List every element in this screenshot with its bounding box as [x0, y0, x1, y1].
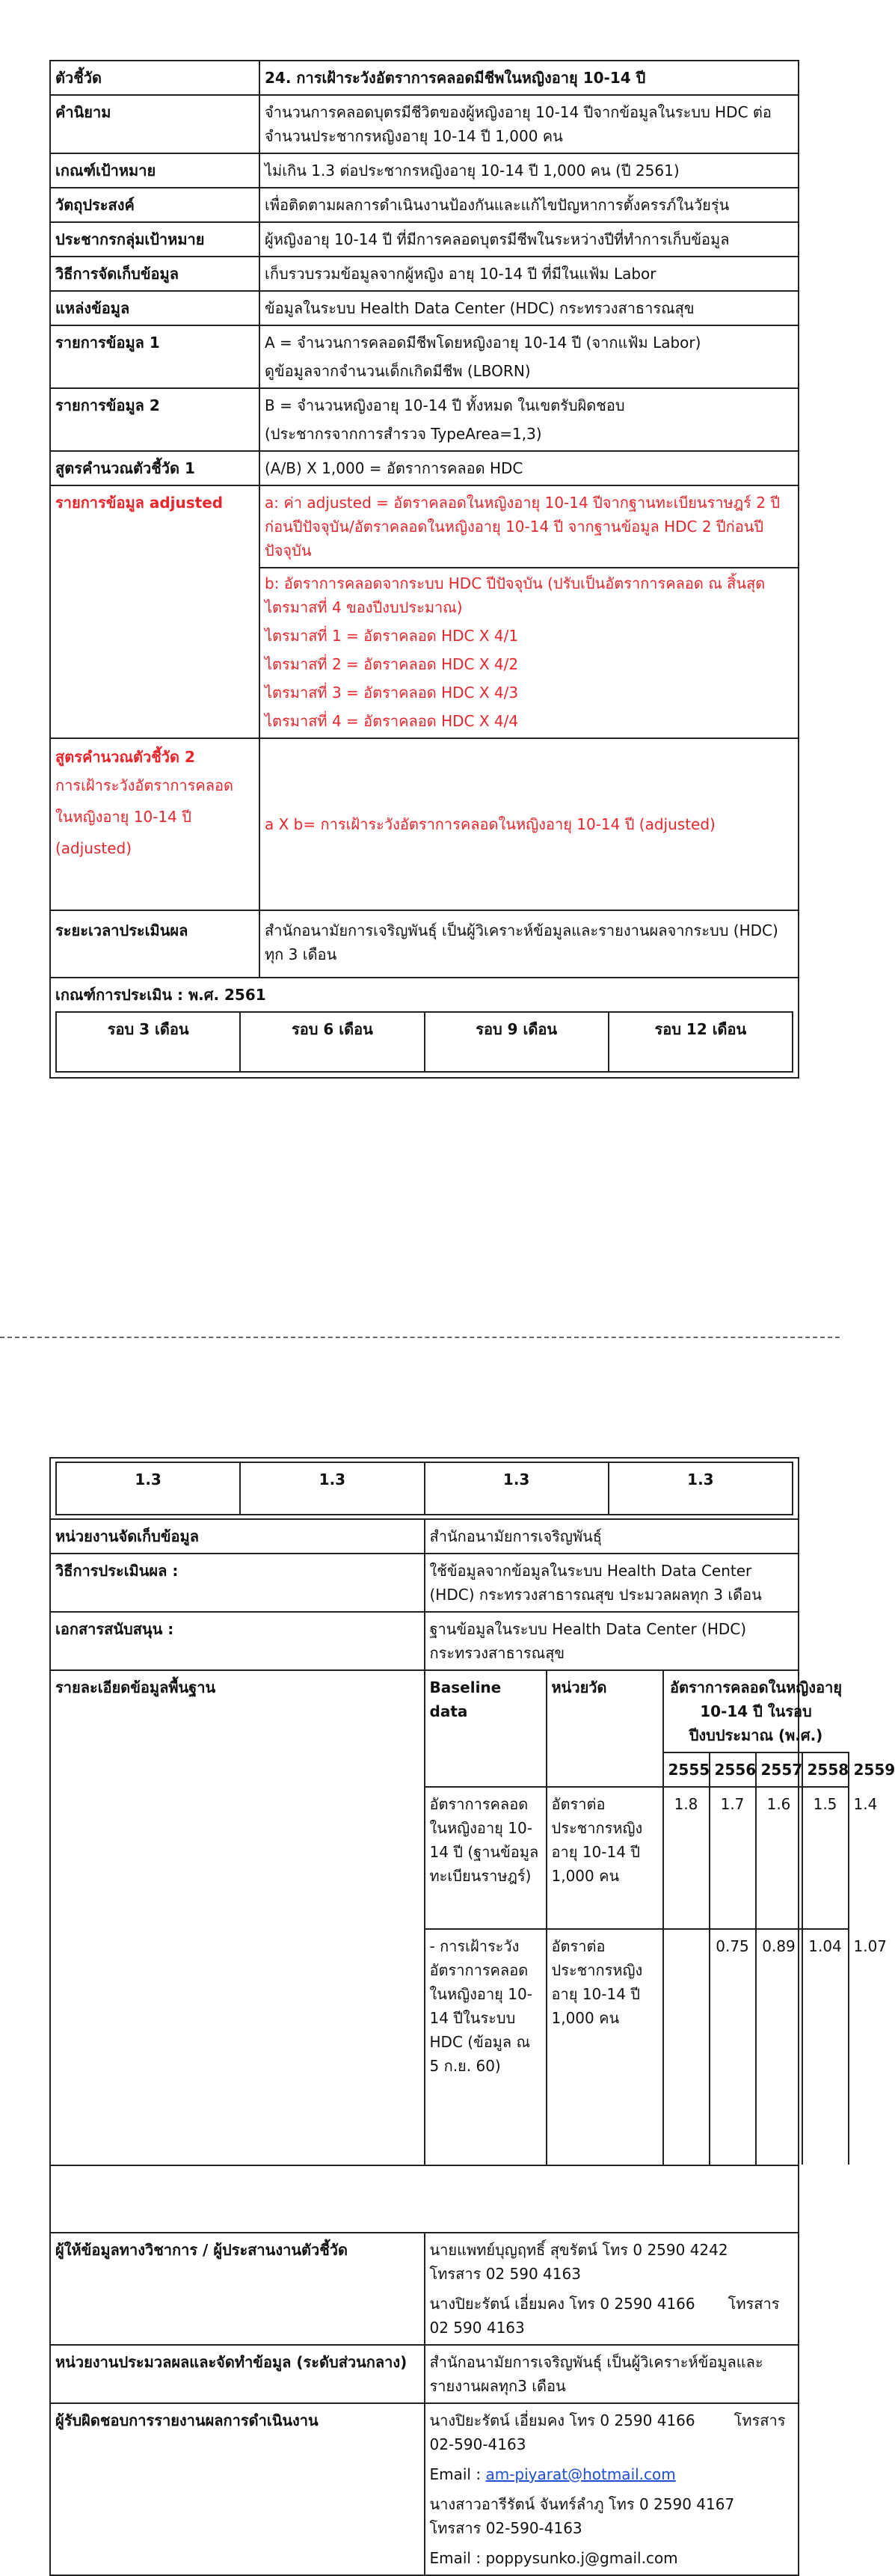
info-value-line: A = จำนวนการคลอดมีชีพโดยหญิงอายุ 10-14 ปี (จากแฟ้ม Labor) [265, 334, 701, 352]
info-row [50, 1554, 799, 1612]
info-value-line: สำนักอนามัยการเจริญพันธุ์ [429, 1527, 603, 1545]
criteria-title: เกณฑ์การประเมิน : พ.ศ. 2561 [55, 986, 266, 1004]
period-value: สำนักอนามัยการเจริญพันธุ์ เป็นผู้วิเคราะห์ข้อมูลและรายงานผลจากระบบ (HDC) ทุก 3 เดือน [259, 910, 799, 978]
criteria-row [50, 978, 799, 1078]
info-value-line: ไม่เกิน 1.3 ต่อประชากรหญิงอายุ 10-14 ปี 1,000 คน (ปี 2561) [265, 162, 680, 180]
info-row [50, 451, 799, 485]
baseline-value [663, 1929, 710, 2165]
page-2 [49, 1457, 895, 2576]
info-row [50, 388, 799, 451]
eval-row [50, 2345, 799, 2403]
info-row [50, 291, 799, 325]
info-key: รายการข้อมูล 2 [50, 388, 259, 451]
period-key: ระยะเวลาประเมินผล [50, 910, 259, 978]
report-email-line: Email : poppysunko.j@gmail.com [429, 2549, 678, 2567]
info-row [50, 95, 799, 153]
contact-line [430, 2238, 794, 2286]
round-value: 1.3 [425, 1462, 609, 1515]
info-key: ตัวชี้วัด [50, 61, 259, 95]
report-email-label: Email : [429, 2465, 486, 2483]
info-value [259, 188, 799, 222]
info-value-line: ฐานข้อมูลในระบบ Health Data Center (HDC) กระทรวงสาธารณสุข [429, 1620, 747, 1662]
info-value [259, 325, 799, 388]
info-key: แหล่งข้อมูล [50, 291, 259, 325]
adjusted-b-line: ไตรมาสที่ 1 = อัตราคลอด HDC X 4/1 [265, 627, 519, 645]
adjusted-b-line: ไตรมาสที่ 2 = อัตราคลอด HDC X 4/2 [265, 655, 519, 673]
report-contact-name: นางสาวอารีรัตน์ จันทร์ลำภู โทร 0 2590 4167 [429, 2495, 735, 2513]
round-value: 1.3 [240, 1462, 424, 1515]
contact-line [430, 2292, 794, 2340]
year-2555: 2555 [663, 1752, 710, 1787]
baseline-value: 1.7 [710, 1787, 756, 1929]
formula2-sub: (adjusted) [55, 839, 132, 857]
round-values-cell [50, 1458, 799, 1519]
round-values-row [50, 1458, 799, 1519]
report-contact-line [430, 2492, 794, 2540]
report-key: ผู้รับผิดชอบการรายงานผลการดำเนินงาน [50, 2403, 425, 2575]
info-value-line: ข้อมูลในระบบ Health Data Center (HDC) กระทรวงสาธารณสุข [265, 299, 695, 317]
info-row [50, 188, 799, 222]
formula2-key [50, 738, 259, 910]
report-contact-fax: โทรสาร 02-590-4163 [429, 2519, 582, 2537]
baseline-row-label: อัตราการคลอดในหญิงอายุ 10-14 ปี (ฐานข้อมูลทะเบียนราษฎร์) [425, 1787, 547, 1929]
criteria-cell [50, 978, 799, 1078]
info-key: วัตถุประสงค์ [50, 188, 259, 222]
formula2-value: a X b= การเฝ้าระวังอัตราการคลอดในหญิงอายุ 10-14 ปี (adjusted) [259, 738, 799, 910]
adjusted-key: รายการข้อมูล adjusted [50, 485, 259, 738]
info-value-line: เก็บรวบรวมข้อมูลจากผู้หญิง อายุ 10-14 ปี ที่มีในแฟ้ม Labor [265, 265, 656, 283]
info-value [259, 388, 799, 451]
baseline-value: 0.75 [710, 1929, 756, 2165]
info-key: ประชากรกลุ่มเป้าหมาย [50, 222, 259, 257]
contact-name: นางปิยะรัตน์ เอี่ยมคง โทร 0 2590 4166 [429, 2295, 695, 2313]
info-value [259, 95, 799, 153]
info-row [50, 1612, 799, 1670]
baseline-header-rate: อัตราการคลอดในหญิงอายุ 10-14 ปี ในรอบปีงบประมาณ (พ.ศ.) [663, 1671, 849, 1752]
contact-fax: โทรสาร 02 590 4163 [429, 2265, 581, 2283]
formula2-row [50, 738, 799, 910]
info-value [259, 153, 799, 188]
adjusted-b-line: ไตรมาสที่ 4 = อัตราคลอด HDC X 4/4 [265, 712, 519, 730]
info-value [259, 257, 799, 291]
info-value-line: ผู้หญิงอายุ 10-14 ปี ที่มีการคลอดบุตรมีชีพในระหว่างปีที่ทำการเก็บข้อมูล [265, 230, 730, 248]
eval-key: หน่วยงานประมวลผลและจัดทำข้อมูล (ระดับส่วนกลาง) [50, 2345, 425, 2403]
report-contact-fax: โทรสาร 02-590-4163 [429, 2411, 786, 2453]
baseline-row-unit: อัตราต่อประชากรหญิงอายุ 10-14 ปี 1,000 คน [547, 1787, 663, 1929]
info-value-line: (ประชากรจากการสำรวจ TypeArea=1,3) [265, 425, 542, 443]
baseline-row-label: - การเฝ้าระวังอัตราการคลอดในหญิงอายุ 10-14 ปีในระบบ HDC (ข้อมูล ณ 5 ก.ย. 60) [425, 1929, 547, 2165]
year-2558: 2558 [802, 1752, 849, 1787]
info-value-line: ใช้ข้อมูลจากข้อมูลในระบบ Health Data Center (HDC) กระทรวงสาธารณสุข ประมวลผลทุก 3 เดือน [429, 1562, 762, 1604]
year-2557: 2557 [756, 1752, 802, 1787]
round-value: 1.3 [56, 1462, 240, 1515]
info-value [425, 1612, 799, 1670]
info-row [50, 153, 799, 188]
empty-cell [50, 2165, 799, 2233]
info-key: วิธีการประเมินผล : [50, 1554, 425, 1612]
info-value [259, 291, 799, 325]
report-value [425, 2403, 799, 2575]
info-key: หน่วยงานจัดเก็บข้อมูล [50, 1519, 425, 1554]
adjusted-a: a: ค่า adjusted = อัตราคลอดในหญิงอายุ 10-14 ปีจากฐานทะเบียนราษฎร์ 2 ปีก่อนปีปัจจุบัน/อัตราคลอดในหญิงอายุ 10-14 ปี จากฐานข้อมูล HDC 2 ปีก่อนปีปัจจุบัน [259, 485, 799, 568]
contact-fax: โทรสาร 02 590 4163 [429, 2295, 780, 2337]
page-break-divider [0, 1337, 840, 1338]
baseline-value: 1.6 [756, 1787, 802, 1929]
info-value-line: (A/B) X 1,000 = อัตราการคลอด HDC [265, 459, 523, 477]
academic-row [50, 2233, 799, 2345]
baseline-value: 1.04 [802, 1929, 849, 2165]
info-value-line: เพื่อติดตามผลการดำเนินงานป้องกันและแก้ไขปัญหาการตั้งครรภ์ในวัยรุ่น [265, 196, 730, 214]
contact-name: นายแพทย์บุญฤทธิ์ สุขรัตน์ โทร 0 2590 4242 [429, 2241, 728, 2259]
info-key: เกณฑ์เป้าหมาย [50, 153, 259, 188]
report-contact-name: นางปิยะรัตน์ เอี่ยมคง โทร 0 2590 4166 [429, 2411, 695, 2429]
info-key: รายการข้อมูล 1 [50, 325, 259, 388]
period-row [50, 910, 799, 978]
round-12-months: รอบ 12 เดือน [609, 1012, 793, 1072]
rounds-table [55, 1011, 793, 1073]
eval-value: สำนักอนามัยการเจริญพันธุ์ เป็นผู้วิเคราะห์ข้อมูลและรายงานผลทุก3 เดือน [425, 2345, 799, 2403]
baseline-row [50, 1670, 799, 2165]
round-values-table [55, 1462, 793, 1515]
baseline-header-data: Baseline data [425, 1671, 547, 1787]
empty-row [50, 2165, 799, 2233]
info-value [425, 1519, 799, 1554]
baseline-key: รายละเอียดข้อมูลพื้นฐาน [50, 1670, 425, 2165]
formula2-sub: ในหญิงอายุ 10-14 ปี [55, 808, 191, 826]
round-9-months: รอบ 9 เดือน [425, 1012, 609, 1072]
info-key: วิธีการจัดเก็บข้อมูล [50, 257, 259, 291]
info-row [50, 1519, 799, 1554]
round-6-months: รอบ 6 เดือน [240, 1012, 424, 1072]
info-value [259, 451, 799, 485]
baseline-table: Baseline data หน่วยวัด อัตราการคลอดในหญิงอายุ 10-14 ปี ในรอบปีงบประมาณ (พ.ศ.) 2555 2556 2557 2558 2559 อัตราการคลอดในหญิงอายุ 10-14 ปี (ฐานข้อมูลทะเบียนราษฎร์) อัตราต่อประชากรหญิงอายุ 10-14 ปี 1,000 คน 1.8 1.7 1.6 1.5 1.4 - การเฝ้าระวังอัตราการคลอดในหญิงอายุ 10-14 ปีในระบบ HDC (ข้อมูล ณ 5 ก.ย. 60) อัตราต่อประชากรหญิงอายุ 10-14 ปี 1,000 คน 0.75 0.89 1.04 1.07 [425, 1671, 849, 2165]
indicator-table [49, 60, 799, 1079]
info-value-line: ดูข้อมูลจากจำนวนเด็กเกิดมีชีพ (LBORN) [265, 362, 531, 380]
baseline-row-unit: อัตราต่อประชากรหญิงอายุ 10-14 ปี 1,000 คน [547, 1929, 663, 2165]
formula2-title: สูตรคำนวณตัวชี้วัด 2 [55, 748, 195, 766]
email-link[interactable]: am-piyarat@hotmail.com [485, 2465, 676, 2483]
info-value [425, 1554, 799, 1612]
report-email-line [430, 2462, 794, 2486]
adjusted-b-line: ไตรมาสที่ 3 = อัตราคลอด HDC X 4/3 [265, 684, 519, 702]
info-value [259, 222, 799, 257]
round-3-months: รอบ 3 เดือน [56, 1012, 240, 1072]
adjusted-b [259, 568, 799, 738]
info-value [259, 61, 799, 95]
adjusted-b-line: b: อัตราการคลอดจากระบบ HDC ปีปัจจุบัน (ปรับเป็นอัตราการคลอด ณ สิ้นสุดไตรมาสที่ 4 ของปีงบประมาณ) [265, 574, 766, 616]
info-row [50, 325, 799, 388]
info-row [50, 222, 799, 257]
info-row [50, 61, 799, 95]
adjusted-row [50, 485, 799, 568]
info-value-line: 24. การเฝ้าระวังอัตราการคลอดมีชีพในหญิงอายุ 10-14 ปี [265, 69, 646, 87]
baseline-cell [425, 1670, 895, 2165]
academic-key: ผู้ให้ข้อมูลทางวิชาการ / ผู้ประสานงานตัวชี้วัด [50, 2233, 425, 2345]
info-value-line: B = จำนวนหญิงอายุ 10-14 ปี ทั้งหมด ในเขตรับผิดชอบ [265, 396, 625, 414]
round-value: 1.3 [609, 1462, 793, 1515]
baseline-value: 1.8 [663, 1787, 710, 1929]
info-key: เอกสารสนับสนุน : [50, 1612, 425, 1670]
year-2556: 2556 [710, 1752, 756, 1787]
info-key: สูตรคำนวณตัวชี้วัด 1 [50, 451, 259, 485]
page-1 [49, 60, 799, 1079]
report-contact-line [430, 2408, 794, 2456]
info-row [50, 257, 799, 291]
baseline-value: 0.89 [756, 1929, 802, 2165]
indicator-table-continued [49, 1457, 895, 2576]
report-row [50, 2403, 799, 2575]
info-value-line: จำนวนการคลอดบุตรมีชีวิตของผู้หญิงอายุ 10-14 ปีจากข้อมูลในระบบ HDC ต่อจำนวนประชากรหญิงอายุ 10-14 ปี 1,000 คน [265, 103, 772, 145]
info-key: คำนิยาม [50, 95, 259, 153]
baseline-value: 1.5 [802, 1787, 849, 1929]
academic-value [425, 2233, 799, 2345]
baseline-header-unit: หน่วยวัด [547, 1671, 663, 1787]
formula2-sub: การเฝ้าระวังอัตราการคลอด [55, 776, 234, 794]
